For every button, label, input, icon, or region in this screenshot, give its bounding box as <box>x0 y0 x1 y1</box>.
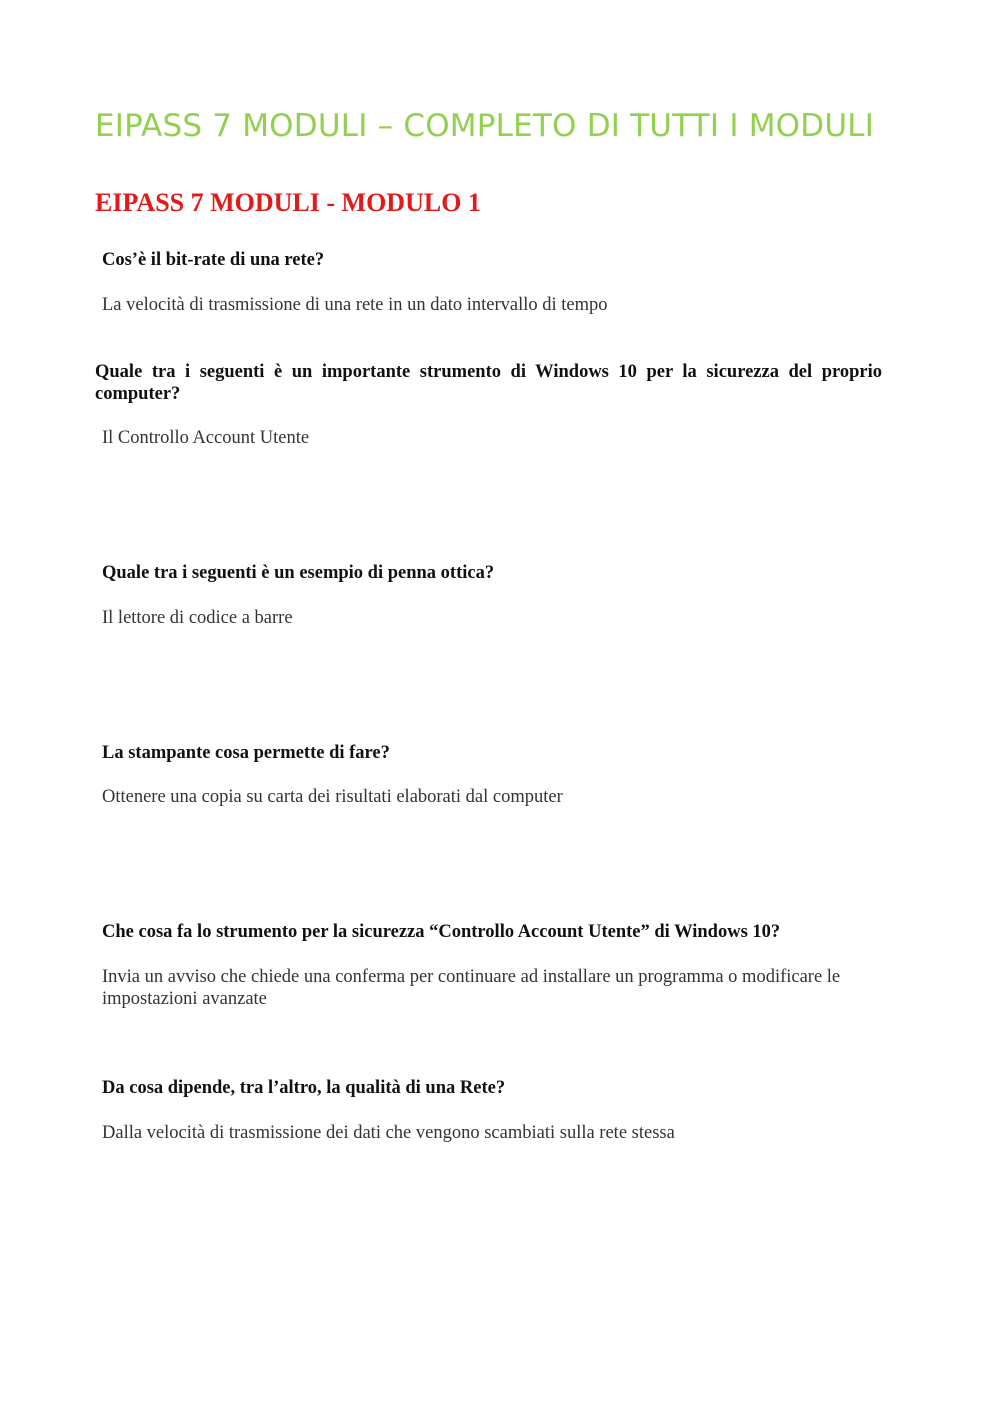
module-heading: EIPASS 7 MODULI - MODULO 1 <box>95 188 481 217</box>
question-6: Da cosa dipende, tra l’altro, la qualità di una Rete? <box>102 1078 506 1098</box>
document-title: EIPASS 7 MODULI – COMPLETO DI TUTTI I MODULI <box>95 108 875 144</box>
question-4: La stampante cosa permette di fare? <box>102 743 390 763</box>
answer-4: Ottenere una copia su carta dei risultati elaborati dal computer <box>102 787 563 807</box>
question-5: Che cosa fa lo strumento per la sicurezza “Controllo Account Utente” di Windows 10? <box>102 922 781 942</box>
question-2: Quale tra i seguenti è un importante strumento di Windows 10 per la sicurezza del proprio computer? <box>95 362 882 404</box>
answer-3: Il lettore di codice a barre <box>102 608 293 628</box>
answer-2: Il Controllo Account Utente <box>102 428 310 448</box>
question-3: Quale tra i seguenti è un esempio di penna ottica? <box>102 563 495 583</box>
answer-1: La velocità di trasmissione di una rete in un dato intervallo di tempo <box>102 295 608 315</box>
answer-6: Dalla velocità di trasmissione dei dati che vengono scambiati sulla rete stessa <box>102 1123 675 1143</box>
answer-5: Invia un avviso che chiede una conferma per continuare ad installare un programma o modificare le impostazioni avanzate <box>102 967 841 1009</box>
question-1: Cos’è il bit-rate di una rete? <box>102 250 325 270</box>
